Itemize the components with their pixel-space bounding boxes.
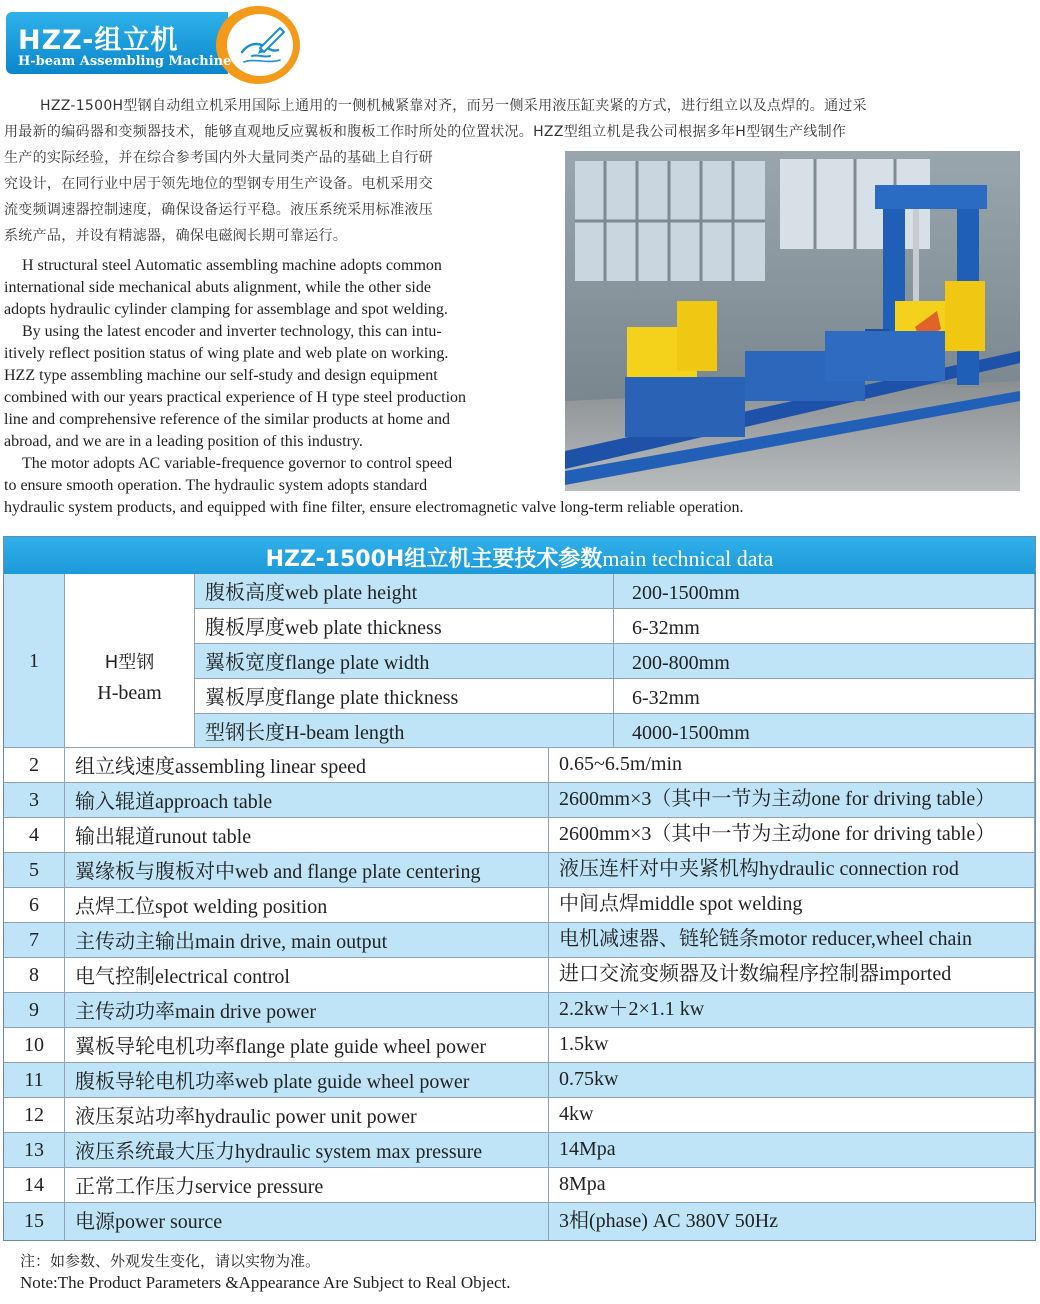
pen-hand-icon xyxy=(234,18,290,70)
row-value: 2.2kw＋2×1.1 kw xyxy=(549,993,1035,1028)
row-number: 9 xyxy=(4,993,65,1028)
row-number: 13 xyxy=(4,1133,65,1168)
row-param: 正常工作压力service pressure xyxy=(65,1168,549,1203)
note-en: Note:The Product Parameters &Appearance Are Subject to Real Object. xyxy=(20,1273,511,1292)
row-number: 6 xyxy=(4,888,65,923)
intro-en-line: combined with our years practical experience of H type steel production xyxy=(4,389,467,406)
row-value: 0.65~6.5m/min xyxy=(549,748,1035,783)
row-value: 液压连杆对中夹紧机构hydraulic connection rod xyxy=(549,853,1035,888)
row-number: 7 xyxy=(4,923,65,958)
row-value: 3相(phase) AC 380V 50Hz xyxy=(549,1203,1035,1240)
intro-en-line: itively reflect position status of wing plate and web plate on working. xyxy=(4,345,449,362)
row-value: 进口交流变频器及计数编程序控制器imported xyxy=(549,958,1035,993)
row-param: 腹板导轮电机功率web plate guide wheel power xyxy=(65,1063,549,1098)
row-param: 翼缘板与腹板对中web and flange plate centering xyxy=(65,853,549,888)
row-number: 11 xyxy=(4,1063,65,1098)
intro-en-line: HZZ type assembling machine our self-study and design equipment xyxy=(4,367,438,384)
row-param: 组立线速度assembling linear speed xyxy=(65,748,549,783)
header-subtitle: H-beam Assembling Machine xyxy=(18,54,232,69)
intro-cn-line: 用最新的编码器和变频器技术，能够直观地反应翼板和腹板工作时所处的位置状况。HZZ型组立机是我公司根据多年H型钢生产线制作 xyxy=(4,124,847,140)
row-number: 2 xyxy=(4,748,65,783)
intro-en-line: adopts hydraulic cylinder clamping for assemblage and spot welding. xyxy=(4,301,448,318)
intro-en-line: international side mechanical abuts alignment, while the other side xyxy=(4,279,431,296)
group-param: 翼板宽度flange plate width xyxy=(195,644,614,679)
intro-cn-line: 究设计，在同行业中居于领先地位的型钢专用生产设备。电机采用交 xyxy=(4,176,433,192)
row-value: 中间点焊middle spot welding xyxy=(549,888,1035,923)
row-param: 翼板导轮电机功率flange plate guide wheel power xyxy=(65,1028,549,1063)
group-label xyxy=(65,574,195,748)
row-param: 主传动主输出main drive, main output xyxy=(65,923,549,958)
header-title: HZZ-组立机 xyxy=(18,25,179,56)
group-param: 翼板厚度flange plate thickness xyxy=(195,679,614,714)
group-value: 200-800mm xyxy=(614,644,1035,679)
intro-cn-line: 系统产品，并设有精滤器，确保电磁阀长期可靠运行。 xyxy=(4,228,348,244)
table-title-cn: HZZ-1500H组立机主要技术参数 xyxy=(265,547,603,572)
row-value: 0.75kw xyxy=(549,1063,1035,1098)
row-param: 液压泵站功率hydraulic power unit power xyxy=(65,1098,549,1133)
intro-en-line: hydraulic system products, and equipped with fine filter, ensure electromagnetic valve long-term reliable operation. xyxy=(4,499,744,516)
group-param: 型钢长度H-beam length xyxy=(195,714,614,748)
intro-en-line: By using the latest encoder and inverter technology, this can intu- xyxy=(22,323,442,340)
intro-cn-line: 流变频调速器控制速度，确保设备运行平稳。液压系统采用标准液压 xyxy=(4,202,433,218)
row-number: 10 xyxy=(4,1028,65,1063)
group-label-cn: H型钢 xyxy=(104,652,155,673)
row-value: 14Mpa xyxy=(549,1133,1035,1168)
row-value: 8Mpa xyxy=(549,1168,1035,1203)
row-param: 液压系统最大压力hydraulic system max pressure xyxy=(65,1133,549,1168)
row-number: 1 xyxy=(4,574,65,748)
row-value: 电机减速器、链轮链条motor reducer,wheel chain xyxy=(549,923,1035,958)
intro-en-line: abroad, and we are in a leading position of this industry. xyxy=(4,433,363,450)
row-number: 5 xyxy=(4,853,65,888)
intro-en-line: The motor adopts AC variable-frequence governor to control speed xyxy=(22,455,453,472)
row-param: 电源power source xyxy=(65,1203,549,1240)
header-badge xyxy=(6,4,306,88)
group-value: 6-32mm xyxy=(614,609,1035,644)
intro-en-line: to ensure smooth operation. The hydraulic system adopts standard xyxy=(4,477,428,494)
intro-cn-line: 生产的实际经验，并在综合参考国内外大量同类产品的基础上自行研 xyxy=(4,150,433,166)
machine-illustration xyxy=(565,151,1020,491)
group-param: 腹板厚度web plate thickness xyxy=(195,609,614,644)
row-number: 4 xyxy=(4,818,65,853)
tech-table xyxy=(3,536,1036,1241)
row-number: 8 xyxy=(4,958,65,993)
row-param: 输出辊道runout table xyxy=(65,818,549,853)
row-value: 2600mm×3（其中一节为主动one for driving table） xyxy=(549,783,1035,818)
row-value: 4kw xyxy=(549,1098,1035,1133)
row-value: 2600mm×3（其中一节为主动one for driving table） xyxy=(549,818,1035,853)
row-param: 主传动功率main drive power xyxy=(65,993,549,1028)
row-number: 3 xyxy=(4,783,65,818)
row-param: 点焊工位spot welding position xyxy=(65,888,549,923)
group-param: 腹板高度web plate height xyxy=(195,574,614,609)
row-number: 15 xyxy=(4,1203,65,1240)
intro-en-line: H structural steel Automatic assembling machine adopts common xyxy=(22,257,442,274)
row-param: 电气控制electrical control xyxy=(65,958,549,993)
group-value: 6-32mm xyxy=(614,679,1035,714)
row-value: 1.5kw xyxy=(549,1028,1035,1063)
machine-photo xyxy=(565,151,1020,491)
intro-cn-line: HZZ-1500H型钢自动组立机采用国际上通用的一侧机械紧靠对齐，而另一侧采用液压缸夹紧的方式，进行组立以及点焊的。通过采 xyxy=(40,98,867,114)
row-param: 输入辊道approach table xyxy=(65,783,549,818)
group-value: 200-1500mm xyxy=(614,574,1035,609)
group-label-en: H-beam xyxy=(97,682,162,704)
row-number: 14 xyxy=(4,1168,65,1203)
note-cn: 注：如参数、外观发生变化，请以实物为准。 xyxy=(20,1252,321,1270)
intro-en-line: line and comprehensive reference of the similar products at home and xyxy=(4,411,451,428)
group-value: 4000-1500mm xyxy=(614,714,1035,748)
row-number: 12 xyxy=(4,1098,65,1133)
table-header xyxy=(4,537,1035,574)
table-title-en: main technical data xyxy=(602,546,774,571)
